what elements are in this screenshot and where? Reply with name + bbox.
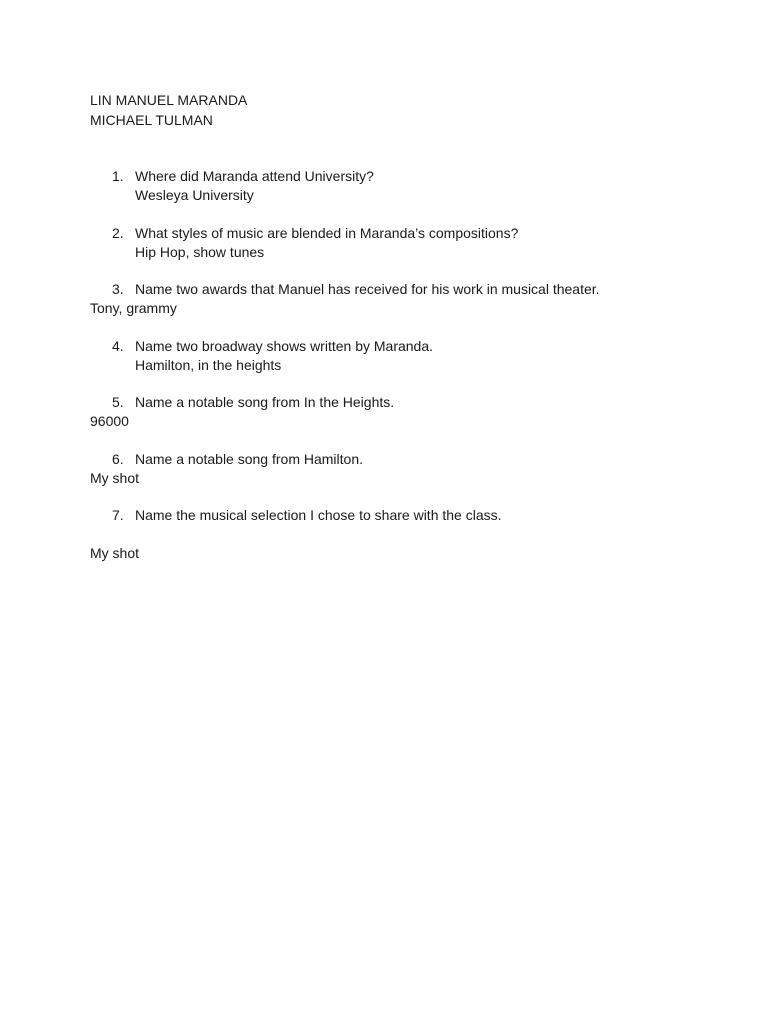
question-text: Name the musical selection I chose to share with the class. bbox=[135, 507, 502, 523]
question-number: 3. bbox=[112, 281, 124, 297]
answer-text: Tony, grammy bbox=[90, 300, 177, 316]
question-text: Name a notable song from Hamilton. bbox=[135, 451, 363, 467]
question-number: 7. bbox=[112, 507, 124, 523]
answer-text: Hamilton, in the heights bbox=[135, 357, 282, 373]
question-text: Name two broadway shows written by Maranda. bbox=[135, 338, 434, 354]
answer-text: My shot bbox=[90, 545, 140, 561]
question-number: 2. bbox=[112, 225, 124, 241]
answer-text: 96000 bbox=[90, 413, 129, 429]
question-number: 1. bbox=[112, 168, 124, 184]
answer-text: Wesleya University bbox=[135, 187, 254, 203]
document-title: LIN MANUEL MARANDA bbox=[90, 92, 248, 108]
question-text: Name two awards that Manuel has received for his work in musical theater. bbox=[135, 281, 600, 297]
question-text: Name a notable song from In the Heights. bbox=[135, 394, 395, 410]
question-text: Where did Maranda attend University? bbox=[135, 168, 374, 184]
author-name: MICHAEL TULMAN bbox=[90, 112, 213, 128]
answer-text: Hip Hop, show tunes bbox=[135, 244, 265, 260]
question-number: 5. bbox=[112, 394, 124, 410]
question-number: 4. bbox=[112, 338, 124, 354]
question-text: What styles of music are blended in Maranda’s compositions? bbox=[135, 225, 519, 241]
answer-text: My shot bbox=[90, 470, 140, 486]
question-number: 6. bbox=[112, 451, 124, 467]
